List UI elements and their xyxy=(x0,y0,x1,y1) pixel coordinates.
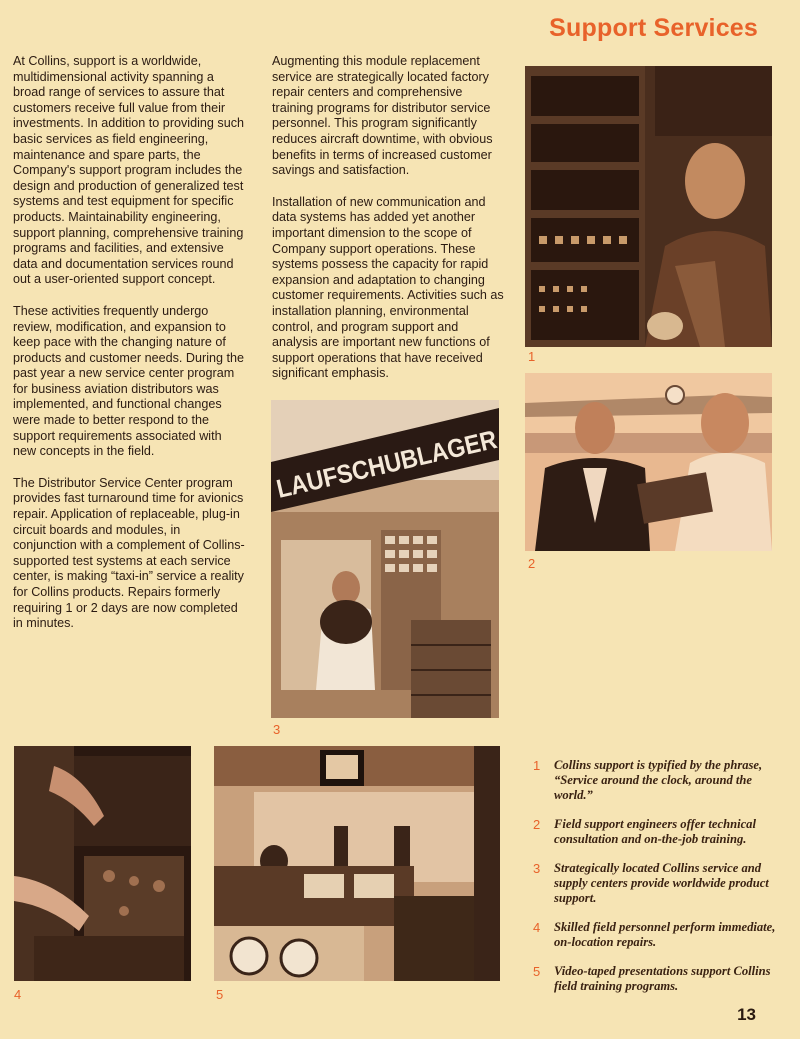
paragraph: The Distributor Service Center program provides fast turnaround time for avionics repair. Application of replaceable, plug-in circuit boards and modules, in conjunction with a complement of Collins-supported test systems at each service center, is making “taxi-in” service a reality for Collins products. Repairs formerly requiring 1 or 2 days are now completed in minutes. xyxy=(13,475,245,631)
caption-number: 2 xyxy=(533,817,541,832)
photo-4-number: 4 xyxy=(14,987,22,1002)
caption-number: 4 xyxy=(533,920,541,935)
caption-text: Field support engineers offer technical consultation and on-the-job training. xyxy=(554,817,756,846)
photo-1-image xyxy=(525,66,772,347)
caption-item xyxy=(530,920,792,950)
page-number: 13 xyxy=(737,1005,756,1024)
photo-2-image xyxy=(525,373,772,551)
service-center-sign: LAUFSCHUBLAGER xyxy=(273,417,527,504)
caption-item xyxy=(530,861,792,906)
paragraph: Installation of new communication and data systems has added yet another important dimension to the scope of Company support operations. These systems possess the capacity for rapid expansion and adaptation to changing customer requirements. Activities such as installation planning, environmental control, and program support and analysis are important new functions of support operations that have received significant emphasis. xyxy=(272,194,504,381)
photo-1-engineer-headset xyxy=(525,66,772,347)
photo-4-repair-hands xyxy=(14,746,191,981)
photo-4-image xyxy=(14,746,191,981)
photo-3-image xyxy=(271,400,527,718)
caption-text: Collins support is typified by the phrase, “Service around the clock, around the world.” xyxy=(554,758,763,802)
caption-number: 3 xyxy=(533,861,541,876)
caption-item xyxy=(530,964,792,994)
caption-item xyxy=(530,817,792,847)
caption-number: 5 xyxy=(533,964,541,979)
text-column-middle xyxy=(272,54,504,398)
photo-5-number: 5 xyxy=(216,987,224,1002)
caption-number: 1 xyxy=(533,758,541,773)
photo-5-image xyxy=(214,746,500,981)
photo-5-video-training xyxy=(214,746,500,981)
captions-list xyxy=(530,758,792,1008)
paragraph: At Collins, support is a worldwide, multidimensional activity spanning a broad range of services to assure that customers receive full value from their investments. In addition to providing such basic services as field engineering, maintenance and spare parts, the Company's support program includes the design and production of generalized test systems and test equipment for specific products. Maintainability engineering, support planning, comprehensive training programs and facilities, and extensive data and documentation services round out a user-oriented support concept. xyxy=(13,54,245,287)
photo-3-service-center xyxy=(271,400,527,718)
caption-item xyxy=(530,758,792,803)
photo-3-number: 3 xyxy=(273,722,281,737)
caption-text: Skilled field personnel perform immediate, on-location repairs. xyxy=(554,920,776,949)
photo-2-field-engineers xyxy=(525,373,772,551)
photo-1-number: 1 xyxy=(528,349,536,364)
text-column-left xyxy=(13,54,245,648)
photo-2-number: 2 xyxy=(528,556,536,571)
page-title: Support Services xyxy=(549,14,758,42)
paragraph: Augmenting this module replacement service are strategically located factory repair centers and comprehensive training programs for distributor service personnel. This program significantly reduces aircraft downtime, with obvious benefits in terms of increased customer savings and satisfaction. xyxy=(272,54,493,178)
caption-text: Strategically located Collins service and supply centers provide worldwide product support. xyxy=(554,861,769,905)
caption-text: Video-taped presentations support Collins field training programs. xyxy=(554,964,771,993)
paragraph: These activities frequently undergo review, modification, and expansion to keep pace with the changing nature of products and customer needs. During the past year a new service center program for business aviation distributors was implemented, and functional changes were made to better respond to the support requirements associated with new concepts in the field. xyxy=(13,303,245,459)
